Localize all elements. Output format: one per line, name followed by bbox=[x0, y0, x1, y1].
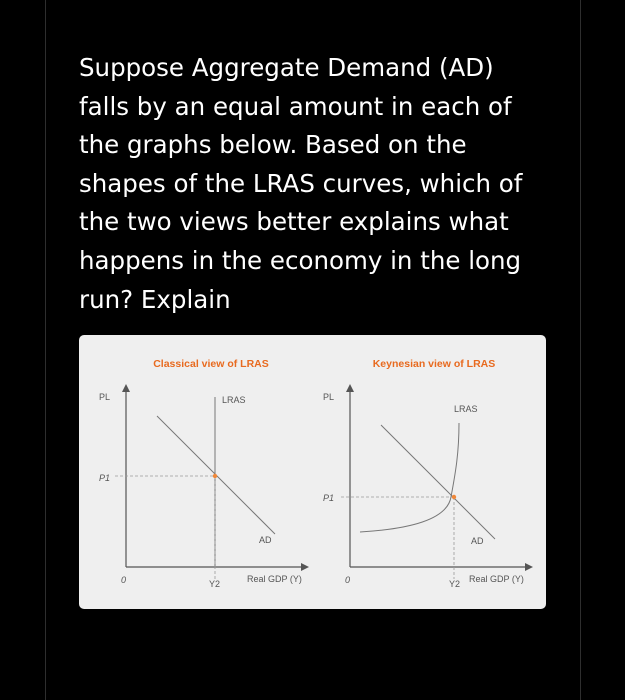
classical-equilibrium-point bbox=[213, 474, 217, 478]
classical-graph bbox=[99, 358, 305, 589]
keynesian-y2-label: Y2 bbox=[449, 579, 461, 589]
question-line: the two views better explains what bbox=[79, 207, 509, 237]
keynesian-lras-label: LRAS bbox=[454, 404, 478, 414]
keynesian-ad-label: AD bbox=[471, 536, 484, 546]
keynesian-y-axis-label: PL bbox=[323, 392, 335, 402]
keynesian-title: Keynesian view of LRAS bbox=[372, 358, 496, 370]
question-line: happens in the economy in the long bbox=[79, 245, 522, 275]
classical-lras-label: LRAS bbox=[222, 395, 246, 405]
keynesian-lras-curve bbox=[360, 423, 459, 532]
classical-origin-label: 0 bbox=[121, 575, 127, 585]
question-line: Suppose Aggregate Demand (AD) bbox=[79, 53, 494, 82]
keynesian-graph bbox=[323, 358, 529, 589]
keynesian-p1-label: P1 bbox=[323, 493, 335, 503]
question-line: falls by an equal amount in each of bbox=[79, 91, 512, 121]
question-line: shapes of the LRAS curves, which of bbox=[79, 168, 523, 198]
frame-border-left bbox=[45, 0, 46, 700]
classical-y2-label: Y2 bbox=[209, 579, 221, 589]
classical-x-axis-label: Real GDP (Y) bbox=[247, 574, 302, 584]
graphs-figure bbox=[79, 335, 546, 609]
classical-ad-label: AD bbox=[259, 535, 272, 545]
question-line: run? Explain bbox=[79, 284, 231, 314]
question-text bbox=[79, 49, 549, 319]
question-line: the graphs below. Based on the bbox=[79, 130, 467, 160]
keynesian-ad-curve bbox=[381, 425, 495, 539]
classical-p1-label: P1 bbox=[99, 473, 111, 483]
keynesian-origin-label: 0 bbox=[345, 575, 351, 585]
graphs-svg bbox=[79, 335, 546, 609]
classical-title: Classical view of LRAS bbox=[153, 358, 269, 370]
keynesian-equilibrium-point bbox=[452, 495, 456, 499]
keynesian-x-axis-label: Real GDP (Y) bbox=[469, 574, 524, 584]
frame-border-right bbox=[580, 0, 581, 700]
classical-y-axis-label: PL bbox=[99, 392, 111, 402]
